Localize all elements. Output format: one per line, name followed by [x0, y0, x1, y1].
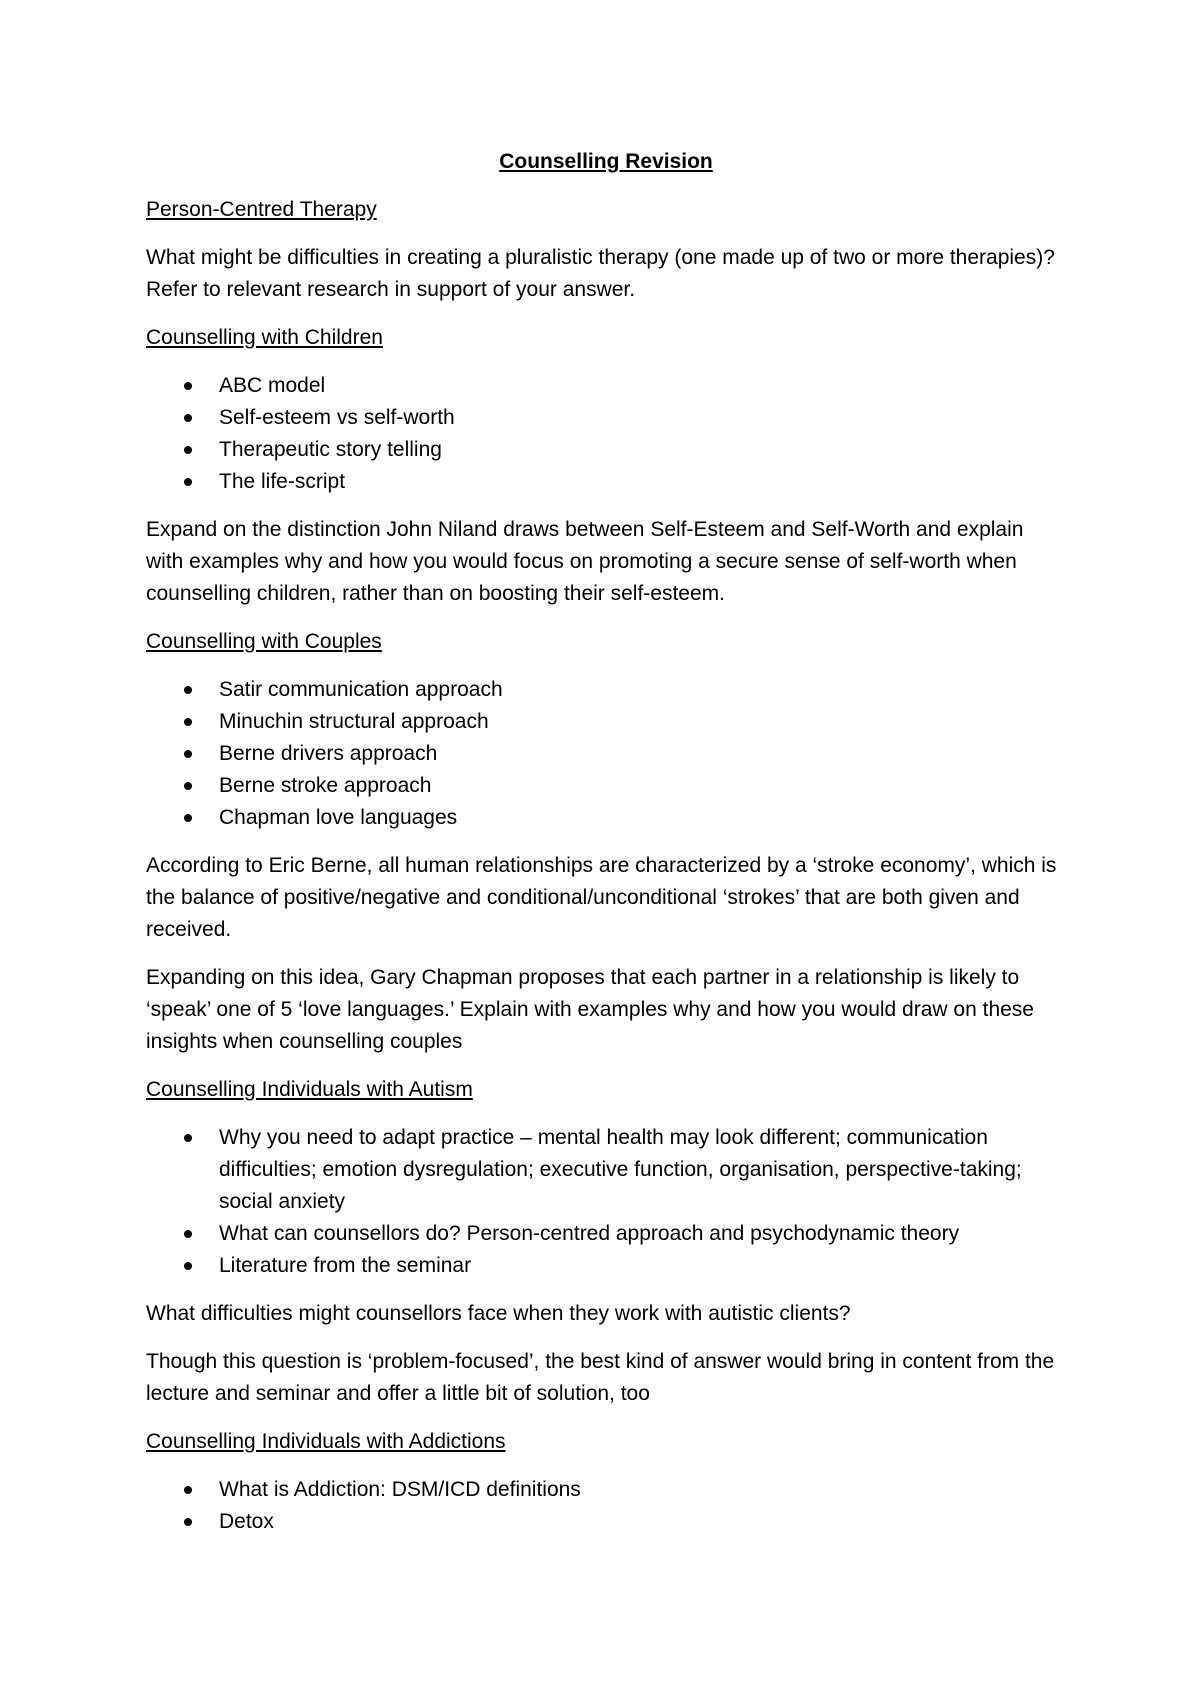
list-item: [146, 466, 1066, 498]
section-paragraph: Expanding on this idea, Gary Chapman proposes that each partner in a relationship is likely to ‘speak’ one of 5 ‘love languages.’ Explain with examples why and how you would draw on these insights when counselling couples: [146, 966, 1034, 1053]
bullet-icon: [184, 1262, 192, 1270]
bullet-icon: [184, 782, 192, 790]
list-item-text: Berne drivers approach: [219, 742, 438, 765]
list-item-text: Chapman love languages: [219, 806, 458, 829]
section-paragraph: Though this question is ‘problem-focused’, the best kind of answer would bring in content from the lecture and seminar and offer a little bit of solution, too: [146, 1350, 1055, 1405]
bullet-icon: [184, 686, 192, 694]
list-item-text: ABC model: [219, 374, 326, 397]
list-item-text: Berne stroke approach: [219, 774, 432, 797]
section-heading-children: Counselling with Children: [146, 326, 383, 349]
list-item-text: The life-script: [219, 470, 346, 493]
bullet-icon: [184, 478, 192, 486]
document-body: [146, 146, 1066, 1554]
bullet-icon: [184, 414, 192, 422]
list-item: [146, 1506, 1066, 1538]
bullet-list-children: [146, 370, 1066, 498]
bullet-icon: [184, 1134, 192, 1142]
document-title: Counselling Revision: [499, 150, 713, 173]
section-paragraph: What might be difficulties in creating a pluralistic therapy (one made up of two or more therapies)? Refer to relevant research in support of your answer.: [146, 246, 1055, 301]
bullet-icon: [184, 750, 192, 758]
list-item: [146, 738, 1066, 770]
section-heading-couples: Counselling with Couples: [146, 630, 382, 653]
list-item: [146, 370, 1066, 402]
list-item-text: Satir communication approach: [219, 678, 503, 701]
list-item-text: Self-esteem vs self-worth: [219, 406, 455, 429]
list-item-text: Therapeutic story telling: [219, 438, 442, 461]
bullet-icon: [184, 446, 192, 454]
list-item: [146, 434, 1066, 466]
section-heading-addictions: Counselling Individuals with Addictions: [146, 1430, 506, 1453]
bullet-icon: [184, 814, 192, 822]
list-item: [146, 802, 1066, 834]
list-item-text: Detox: [219, 1510, 274, 1533]
bullet-list-autism: [146, 1122, 1066, 1282]
section-heading-autism: Counselling Individuals with Autism: [146, 1078, 473, 1101]
list-item-text: Why you need to adapt practice – mental health may look different; communication difficulties; emotion dysregulation; executive function, organisation, perspective-taking; social anxiety: [219, 1126, 1022, 1213]
list-item-text: What is Addiction: DSM/ICD definitions: [219, 1478, 581, 1501]
bullet-list-addictions: [146, 1474, 1066, 1538]
list-item: [146, 1122, 1066, 1218]
section-heading-person-centred: Person-Centred Therapy: [146, 198, 377, 221]
section-paragraph: Expand on the distinction John Niland draws between Self-Esteem and Self-Worth and explain with examples why and how you would focus on promoting a secure sense of self-worth when counselling children, rather than on boosting their self-esteem.: [146, 518, 1024, 605]
bullet-icon: [184, 1518, 192, 1526]
list-item: [146, 1474, 1066, 1506]
section-paragraph: What difficulties might counsellors face when they work with autistic clients?: [146, 1302, 851, 1325]
bullet-icon: [184, 1230, 192, 1238]
bullet-icon: [184, 1486, 192, 1494]
bullet-icon: [184, 718, 192, 726]
list-item: [146, 674, 1066, 706]
list-item-text: Literature from the seminar: [219, 1254, 472, 1277]
bullet-list-couples: [146, 674, 1066, 834]
list-item: [146, 1250, 1066, 1282]
section-paragraph: According to Eric Berne, all human relationships are characterized by a ‘stroke economy’, which is the balance of positive/negative and conditional/unconditional ‘strokes’ that are both given and received.: [146, 854, 1057, 941]
list-item: [146, 706, 1066, 738]
bullet-icon: [184, 382, 192, 390]
list-item: [146, 402, 1066, 434]
list-item: [146, 1218, 1066, 1250]
list-item-text: What can counsellors do? Person-centred approach and psychodynamic theory: [219, 1222, 960, 1245]
list-item-text: Minuchin structural approach: [219, 710, 489, 733]
list-item: [146, 770, 1066, 802]
